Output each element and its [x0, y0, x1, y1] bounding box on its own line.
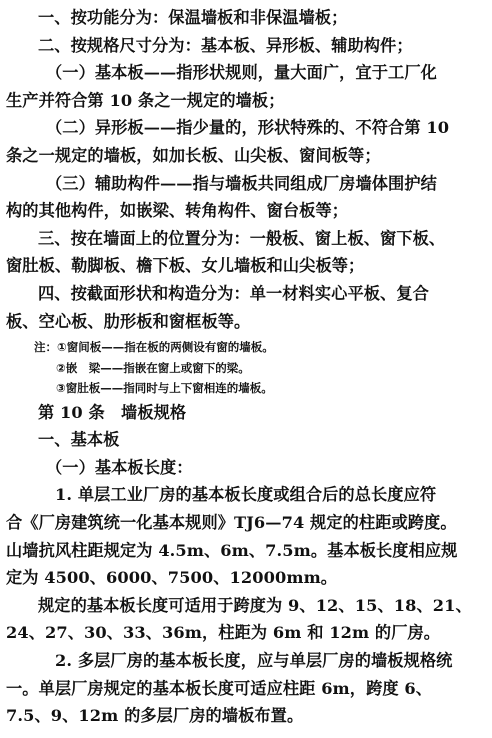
- para-applicable-spans: 规定的基本板长度可适用于跨度为 9、12、15、18、21、: [38, 595, 472, 615]
- para-multi-storey-length-end: 7.5、9、12m 的多层厂房的墙板布置。: [6, 706, 304, 726]
- para-applicable-spans-cont: 24、27、30、33、36m，柱距为 6m 和 12m 的厂房。: [6, 623, 441, 643]
- para-single-storey-length-cont: 合《厂房建筑统一化基本规则》TJ6—74 规定的柱距或跨度。: [6, 513, 457, 532]
- note-embedded-beam: ②嵌 梁——指嵌在窗上或窗下的梁。: [56, 360, 250, 375]
- para-classification-size: 二、按规格尺寸分为：基本板、异形板、辅助构件；: [38, 35, 413, 55]
- para-classification-section: 四、按截面形状和构造分为：单一材料实心平板、复合: [38, 283, 429, 303]
- para-auxiliary-member: （三）辅助构件——指与墙板共同组成厂房墙体围护结: [46, 173, 437, 193]
- para-gable-column-spacing: 山墙抗风柱距规定为 4.5m、6m、7.5m。基本板长度相应规: [6, 540, 458, 560]
- para-basic-board: （一）基本板——指形状规则，量大面广，宜于工厂化: [46, 63, 437, 83]
- note-window-belly-board: ③窗肚板——指同时与上下窗相连的墙板。: [56, 381, 273, 396]
- section-heading-article-10: 第 10 条 墙板规格: [38, 402, 187, 422]
- para-auxiliary-member-cont: 构的其他构件，如嵌梁、转角构件、窗台板等；: [6, 201, 349, 221]
- para-special-board-cont: 条之一规定的墙板，如加长板、山尖板、窗间板等；: [6, 145, 381, 165]
- para-classification-position: 三、按在墙面上的位置分为：一般板、窗上板、窗下板、: [38, 228, 446, 248]
- para-basic-board-cont: 生产并符合第 10 条之一规定的墙板；: [6, 90, 285, 110]
- para-single-storey-length: 1. 单层工业厂房的基本板长度或组合后的总长度应符: [55, 485, 437, 505]
- para-multi-storey-length-cont: 一。单层厂房规定的基本板长度可适应柱距 6m，跨度 6、: [6, 678, 433, 698]
- para-classification-section-cont: 板、空心板、肋形板和窗框板等。: [6, 311, 251, 331]
- subheading-basic-board: 一、基本板: [38, 430, 120, 450]
- para-special-board: （二）异形板——指少量的，形状特殊的、不符合第 10: [46, 118, 450, 138]
- para-gable-column-spacing-cont: 定为 4500、6000、7500、12000mm。: [6, 568, 338, 588]
- para-classification-position-cont: 窗肚板、勒脚板、檐下板、女儿墙板和山尖板等；: [6, 256, 365, 276]
- subheading-basic-board-length: （一）基本板长度：: [46, 457, 193, 477]
- para-classification-function: 一、按功能分为：保温墙板和非保温墙板；: [38, 8, 348, 27]
- para-multi-storey-length: 2. 多层厂房的基本板长度，应与单层厂房的墙板规格统: [55, 650, 453, 670]
- note-window-pier-board: 注：①窗间板——指在板的两侧设有窗的墙板。: [34, 340, 274, 355]
